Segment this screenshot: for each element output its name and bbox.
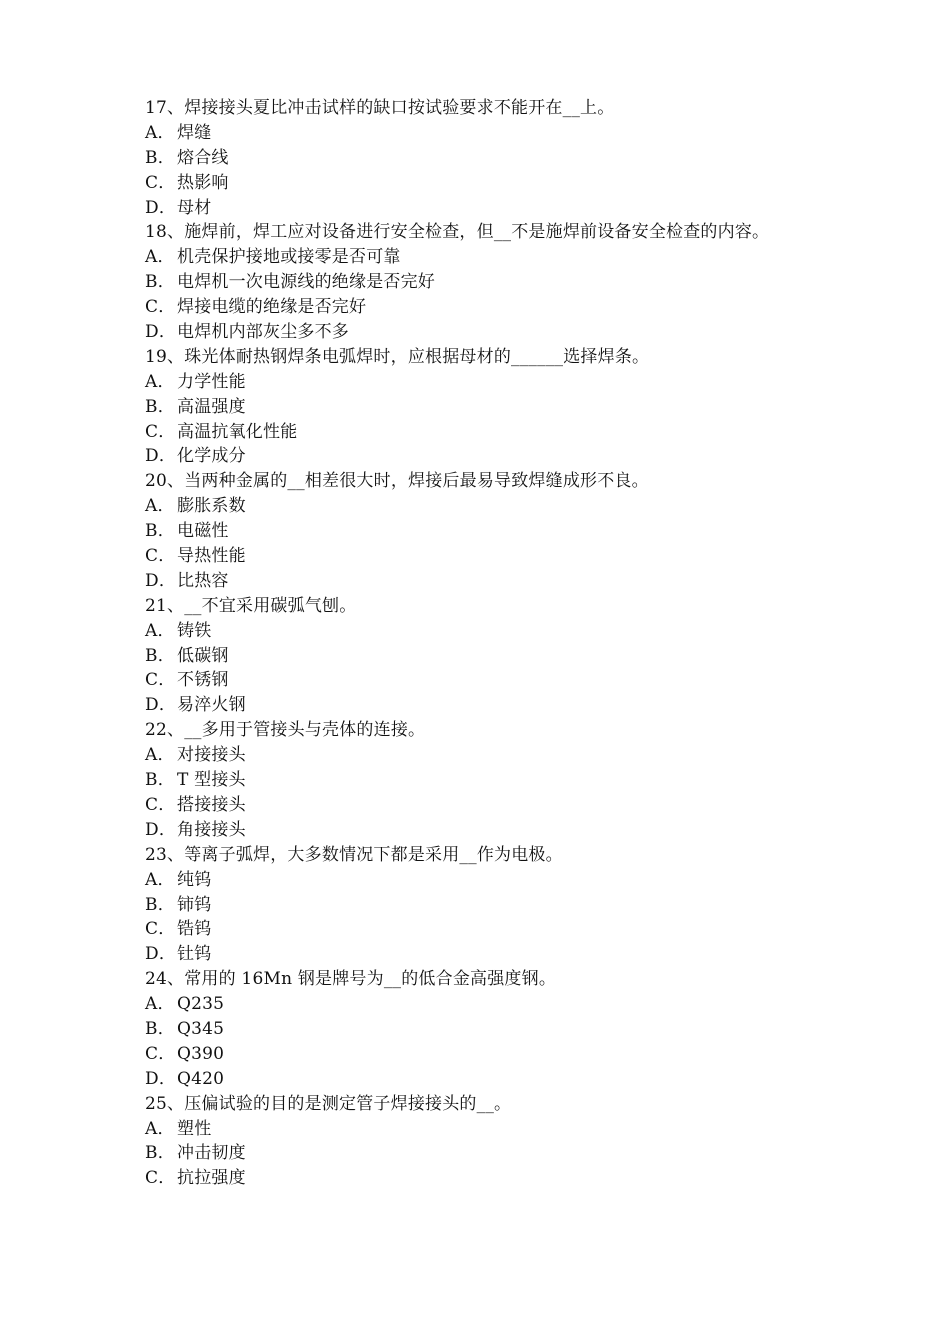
- option-letter: B．: [145, 1018, 175, 1039]
- answer-option: [145, 793, 825, 818]
- option-text: Q420: [177, 1068, 225, 1089]
- option-letter: D．: [145, 446, 177, 467]
- question-stem: 18、施焊前，焊工应对设备进行安全检查，但__不是施焊前设备安全检查的内容。: [145, 222, 770, 243]
- answer-option: [145, 992, 825, 1017]
- question-stem: 21、__不宜采用碳弧气刨。: [145, 595, 357, 616]
- option-text: 机壳保护接地或接零是否可靠: [177, 247, 401, 268]
- option-letter: B．: [145, 1143, 175, 1164]
- answer-option: [145, 420, 825, 445]
- question-block: [145, 469, 825, 593]
- option-text: 化学成分: [177, 446, 246, 467]
- option-text: 熔合线: [177, 147, 229, 168]
- answer-option: [145, 270, 825, 295]
- option-text: 易淬火钢: [177, 695, 246, 716]
- question-stem: 17、焊接接头夏比冲击试样的缺口按试验要求不能开在__上。: [145, 98, 615, 118]
- option-letter: D．: [145, 819, 177, 840]
- option-text: 膨胀系数: [177, 496, 246, 517]
- option-text: 电焊机内部灰尘多不多: [177, 322, 349, 343]
- option-text: 塑性: [177, 1118, 212, 1139]
- option-letter: C．: [145, 421, 176, 442]
- option-letter: A．: [145, 371, 175, 392]
- option-letter: D．: [145, 944, 177, 965]
- question-block: [145, 1092, 825, 1192]
- question-block: [145, 594, 825, 718]
- question-block: [145, 345, 825, 469]
- answer-option: [145, 1017, 825, 1042]
- option-letter: A．: [145, 1118, 175, 1139]
- option-text: 纯钨: [177, 869, 212, 890]
- answer-option: [145, 818, 825, 843]
- option-letter: C．: [145, 297, 176, 318]
- option-text: 电焊机一次电源线的绝缘是否完好: [177, 272, 435, 293]
- option-letter: C．: [145, 919, 176, 940]
- option-text: Q235: [177, 994, 225, 1015]
- answer-option: [145, 1141, 825, 1166]
- option-letter: D．: [145, 695, 177, 716]
- option-text: 热影响: [177, 172, 229, 193]
- answer-option: [145, 519, 825, 544]
- answer-option: [145, 196, 825, 221]
- option-letter: C．: [145, 546, 176, 567]
- option-letter: A．: [145, 745, 175, 766]
- question-block: [145, 96, 825, 220]
- answer-option: [145, 395, 825, 420]
- answer-option: [145, 693, 825, 718]
- option-text: 母材: [177, 197, 212, 218]
- option-text: 高温强度: [177, 396, 246, 417]
- option-letter: A．: [145, 620, 175, 641]
- option-letter: B．: [145, 894, 175, 915]
- answer-option: [145, 444, 825, 469]
- answer-option: [145, 245, 825, 270]
- option-text: 冲击韧度: [177, 1143, 246, 1164]
- option-text: 不锈钢: [177, 670, 229, 691]
- option-letter: D．: [145, 322, 177, 343]
- option-letter: C．: [145, 1043, 176, 1064]
- option-letter: A．: [145, 496, 175, 517]
- option-letter: B．: [145, 521, 175, 542]
- question-stem: 24、常用的 16Mn 钢是牌号为__的低合金高强度钢。: [145, 969, 557, 990]
- option-text: 钍钨: [177, 944, 212, 965]
- option-letter: C．: [145, 794, 176, 815]
- option-text: 力学性能: [177, 371, 246, 392]
- answer-option: [145, 893, 825, 918]
- answer-option: [145, 942, 825, 967]
- answer-option: [145, 743, 825, 768]
- option-letter: A．: [145, 122, 175, 143]
- answer-option: [145, 668, 825, 693]
- option-letter: A．: [145, 247, 175, 268]
- option-text: 焊缝: [177, 122, 212, 143]
- option-letter: A．: [145, 994, 175, 1015]
- answer-option: [145, 146, 825, 171]
- answer-option: [145, 171, 825, 196]
- option-text: 搭接接头: [177, 794, 246, 815]
- option-text: 高温抗氧化性能: [177, 421, 298, 442]
- option-letter: D．: [145, 197, 177, 218]
- question-block: [145, 843, 825, 967]
- option-text: 抗拉强度: [177, 1168, 246, 1189]
- option-text: 低碳钢: [177, 645, 229, 666]
- option-text: T 型接头: [177, 770, 246, 791]
- answer-option: [145, 544, 825, 569]
- answer-option: [145, 768, 825, 793]
- option-text: 导热性能: [177, 546, 246, 567]
- question-stem: 20、当两种金属的__相差很大时，焊接后最易导致焊缝成形不良。: [145, 471, 649, 492]
- option-text: 对接接头: [177, 745, 246, 766]
- question-stem: 22、__多用于管接头与壳体的连接。: [145, 720, 426, 741]
- option-text: 电磁性: [177, 521, 229, 542]
- option-text: 铸铁: [177, 620, 212, 641]
- option-letter: D．: [145, 1068, 177, 1089]
- answer-option: [145, 1042, 825, 1067]
- answer-option: [145, 1117, 825, 1142]
- answer-option: [145, 121, 825, 146]
- answer-option: [145, 917, 825, 942]
- option-letter: B．: [145, 770, 175, 791]
- question-stem: 19、珠光体耐热钢焊条电弧焊时，应根据母材的______选择焊条。: [145, 346, 650, 367]
- question-stem: 25、压偏试验的目的是测定管子焊接接头的__。: [145, 1093, 512, 1114]
- option-letter: C．: [145, 670, 176, 691]
- answer-option: [145, 644, 825, 669]
- option-letter: B．: [145, 147, 175, 168]
- answer-option: [145, 569, 825, 594]
- question-block: [145, 967, 825, 1091]
- option-letter: C．: [145, 172, 176, 193]
- option-letter: A．: [145, 869, 175, 890]
- question-block: [145, 220, 825, 344]
- option-letter: B．: [145, 272, 175, 293]
- answer-option: [145, 370, 825, 395]
- option-letter: B．: [145, 645, 175, 666]
- answer-option: [145, 1166, 825, 1191]
- answer-option: [145, 619, 825, 644]
- question-list: [145, 96, 825, 1191]
- option-text: 焊接电缆的绝缘是否完好: [177, 297, 367, 318]
- answer-option: [145, 868, 825, 893]
- option-text: 铈钨: [177, 894, 212, 915]
- option-letter: B．: [145, 396, 175, 417]
- question-block: [145, 718, 825, 842]
- option-text: Q345: [177, 1018, 225, 1039]
- option-text: Q390: [177, 1043, 225, 1064]
- answer-option: [145, 494, 825, 519]
- answer-option: [145, 320, 825, 345]
- option-text: 比热容: [177, 570, 229, 591]
- option-text: 锆钨: [177, 919, 212, 940]
- question-stem: 23、等离子弧焊，大多数情况下都是采用__作为电极。: [145, 844, 563, 865]
- answer-option: [145, 295, 825, 320]
- option-letter: D．: [145, 570, 177, 591]
- option-letter: C．: [145, 1168, 176, 1189]
- answer-option: [145, 1067, 825, 1092]
- option-text: 角接接头: [177, 819, 246, 840]
